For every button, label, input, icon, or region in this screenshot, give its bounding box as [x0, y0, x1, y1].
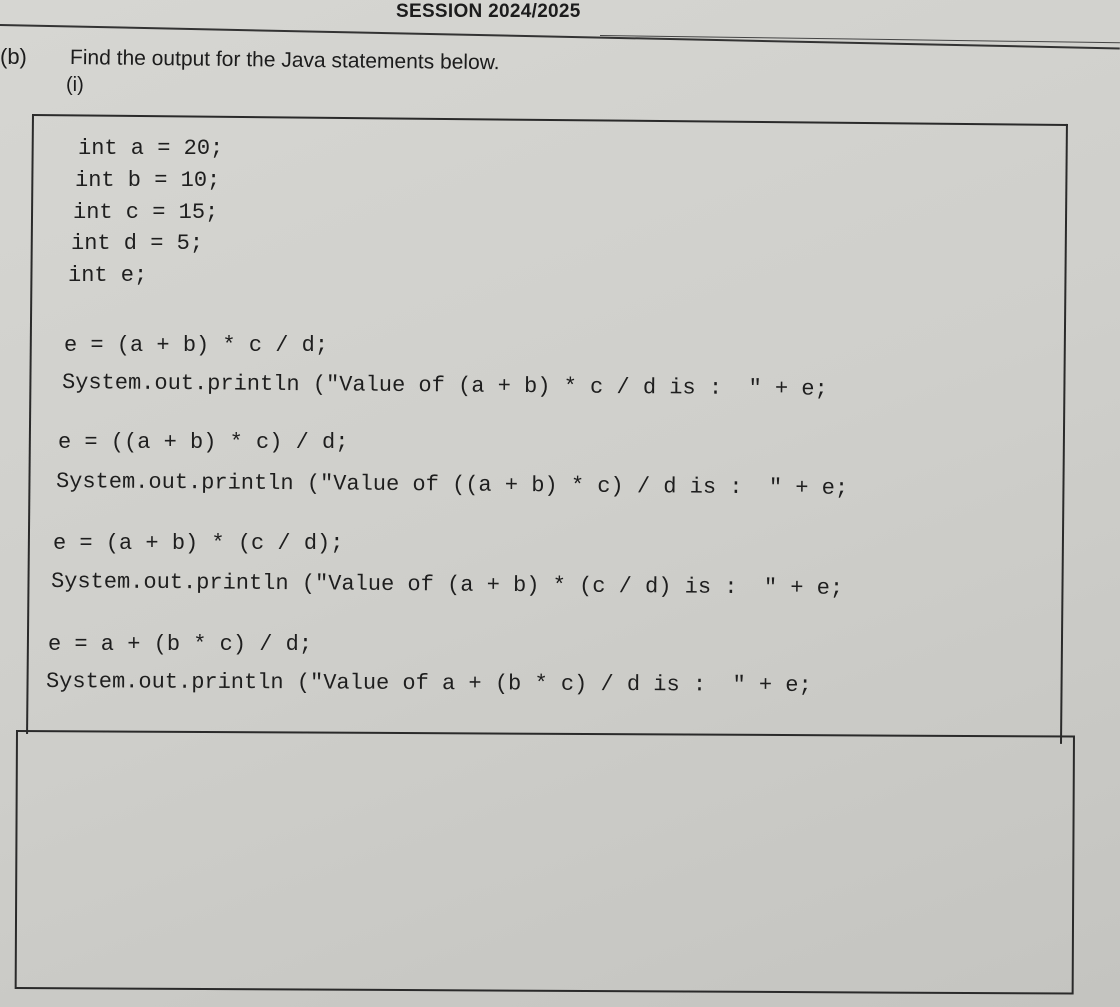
code-line-2: int b = 10; — [75, 168, 221, 193]
session-header: SESSION 2024/2025 — [396, 1, 581, 22]
code-line-9: System.out.println ("Value of ((a + b) * c) / d is : " + e; — [55, 469, 849, 501]
code-line-5: int e; — [68, 263, 148, 288]
code-line-3: int c = 15; — [73, 200, 219, 225]
question-part-label: (b) — [0, 44, 27, 69]
code-line-4: int d = 5; — [71, 231, 204, 256]
question-instruction: Find the output for the Java statements below. — [69, 46, 500, 75]
code-line-13: System.out.println ("Value of a + (b * c) / d is : " + e; — [45, 669, 812, 699]
code-line-7: System.out.println ("Value of (a + b) * c / d is : " + e; — [61, 370, 828, 402]
code-line-6: e = (a + b) * c / d; — [64, 333, 329, 358]
code-line-10: e = (a + b) * (c / d); — [53, 531, 344, 556]
code-line-11: System.out.println ("Value of (a + b) * (c / d) is : " + e; — [50, 569, 844, 601]
code-line-8: e = ((a + b) * c) / d; — [58, 430, 349, 455]
header-rule — [0, 24, 1120, 49]
answer-box — [15, 730, 1075, 995]
code-line-12: e = a + (b * c) / d; — [48, 632, 313, 657]
code-line-1: int a = 20; — [78, 136, 224, 161]
question-subpart-label: (i) — [66, 74, 84, 96]
